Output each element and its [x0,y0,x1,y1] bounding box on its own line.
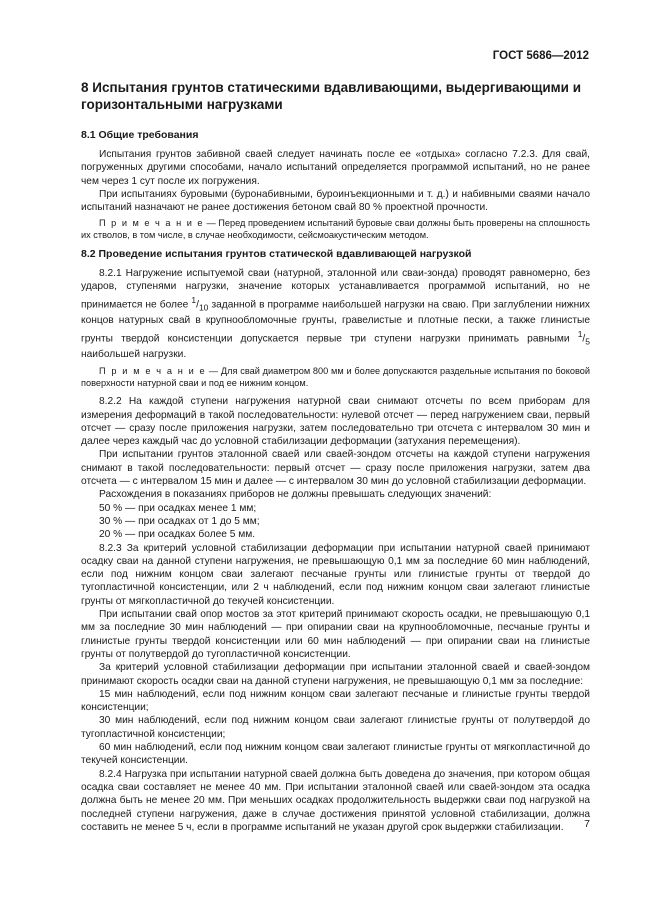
subsection-title-8-1: 8.1 Общие требования [81,129,199,141]
paragraph: Испытания грунтов забивной сваей следует начинать после ее «отдыха» согласно 7.2.3. Для свай, погруженных другими способами, начало испытаний определяется программой испытаний, но не ранее чем через 1 сут после их погружения. [81,149,590,187]
paragraph: 15 мин наблюдений, если под нижним концом сваи залегают песчаные и глинистые грунты твердой консистенции; [81,688,590,714]
paragraph: Расхождения в показаниях приборов не должны превышать следующих значений: [99,489,492,501]
paragraph: При испытании грунтов эталонной сваей или сваей-зондом отсчеты на каждой ступени нагружения снимают в такой последовательности: первый отсчет — сразу после приложения нагрузки, затем два отсчета — с интервалом 15 мин и далее — с интервалом 30 мин до условной стабилизации деформации. [81,449,590,488]
fraction-numerator: 1 [191,294,197,305]
paragraph: При испытании свай опор мостов за этот критерий принимают скорость осадки, не превышающую 0,1 мм за последние 30 мин наблюдений — при опирании сваи на крупнообломочные, песчаные грунты и глинистые грунты твердой консистенции или 60 мин наблюдений — при опирании сваи на глинистые грунты от полутвердой до тугопластичной консистенции. [81,609,590,660]
note-text: — Перед проведением испытаний буровые сваи должны быть проверены на сплошность их стволов, в том числе, в случае необходимости, сейсмоакустическим методом. [81,218,590,241]
text-run: заданной в программе наибольшей нагрузки на сваю. При заглублении нижних концов натурных свай в крупнообломочные грунты, гравелистые и плотные пески, а также глинистые грунты твердой консистенции допускается первые три ступени нагрузки принимать равными [81,299,590,345]
paragraph-8-2-3: 8.2.3 За критерий условной стабилизации деформации при испытании натурной сваей принимают осадку сваи на данной ступени нагружения, не превышающую 0,1 мм за последние 60 мин наблюдений, если под нижним концом сваи залегают песчаные грунты или глинистые грунты от твердой до тугопластичной консистенции, или 2 ч наблюдений, если под нижним концом сваи залегают глинистые грунты от мягкопластичной до текучей консистенции. [81,542,590,607]
paragraph-8-2-2: 8.2.2 На каждой ступени нагружения натурной сваи снимают отсчеты по всем приборам для измерения деформаций в такой последовательности: нулевой отсчет — перед нагружением сваи, первый отсчет — сразу после приложения нагрузки, затем последовательно три отсчета с интервалом 30 мин и далее через каждый час до условной стабилизации деформации (затухания перемещения). [81,396,590,448]
paragraph-8-2-4: 8.2.4 Нагрузка при испытании натурной сваей должна быть доведена до значения, при котором общая осадка сваи составляет не менее 40 мм. При испытании эталонной сваей или сваей-зондом эта осадка должна быть не менее 20 мм. При меньших осадках продолжительность выдержки сваи под нагрузкой на последней ступени нагружения, даже в случае достижения принятой условной стабилизации, должна составить не менее 5 ч, если в программе испытаний не указан другой срок выдержки стабилизации. [81,768,590,833]
list-item: 20 % — при осадках более 5 мм. [99,529,256,541]
fraction-denominator: 10 [198,302,209,313]
note [81,366,590,390]
text-run: 8.2.1 Нагружение испытуемой сваи (натурной, эталонной или сваи-зонда) проводят равномерно, без ударов, ступенями нагрузки, значение которых устанавливается программой испытаний, но не принимается не более [81,268,590,311]
note [81,218,590,242]
fraction-numerator: 1 [577,328,583,339]
section-title: 8 Испытания грунтов статическими вдавливающими, выдергивающими и горизонтальными нагрузками [81,80,582,112]
note-label: П р и м е ч а н и е [99,365,207,376]
page-number: 7 [584,818,590,830]
list-item: 50 % — при осадках менее 1 мм; [99,502,257,514]
paragraph-8-2-1: 8.2.1 Нагружение испытуемой сваи (натурной, эталонной или сваи-зонда) проводят равномерно, без ударов, ступенями нагрузки, значение которых устанавливается программой испытаний, но не принимается не более $^1/_{10}$ заданной в программе наибольшей нагрузки на сваю. При заглублении нижних концов натурных свай в крупнообломочные грунты, гравелистые и плотные пески, а также глинистые грунты твердой консистенции допускается первые три ступени нагрузки принимать равными $^1/_5$ наибольшей нагрузки. [81,268,590,361]
list-item: 30 % — при осадках от 1 до 5 мм; [99,515,260,527]
fraction-denominator: 5 [585,336,590,347]
paragraph: 60 мин наблюдений, если под нижним концом сваи залегают глинистые грунты от мягкопластичной до текучей консистенции. [81,742,590,767]
subsection-title-8-2: 8.2 Проведение испытания грунтов статической вдавливающей нагрузкой [81,248,472,261]
standard-header: ГОСТ 5686—2012 [492,50,589,62]
paragraph: При испытаниях буровыми (буронабивными, буроинъекционными и т. д.) и набивными сваями начало испытаний назначают не ранее достижения бетоном свай 80 % проектной прочности. [81,188,590,214]
text-run: наибольшей нагрузки. [81,349,187,361]
note-label: П р и м е ч а н и е [99,218,204,229]
paragraph: 30 мин наблюдений, если под нижним концом сваи залегают глинистые грунты от полутвердой до тугопластичной консистенции; [81,715,590,740]
page-content [81,79,590,834]
paragraph: За критерий условной стабилизации деформации при испытании эталонной сваей и сваей-зондом принимают скорость осадки сваи на данной ступени нагружения, не превышающую 0,1 мм за последние: [81,662,590,687]
note-text: — Для свай диаметром 800 мм и более допускаются раздельные испытания по боковой поверхности натурной сваи и под ее нижним концом. [81,365,590,388]
